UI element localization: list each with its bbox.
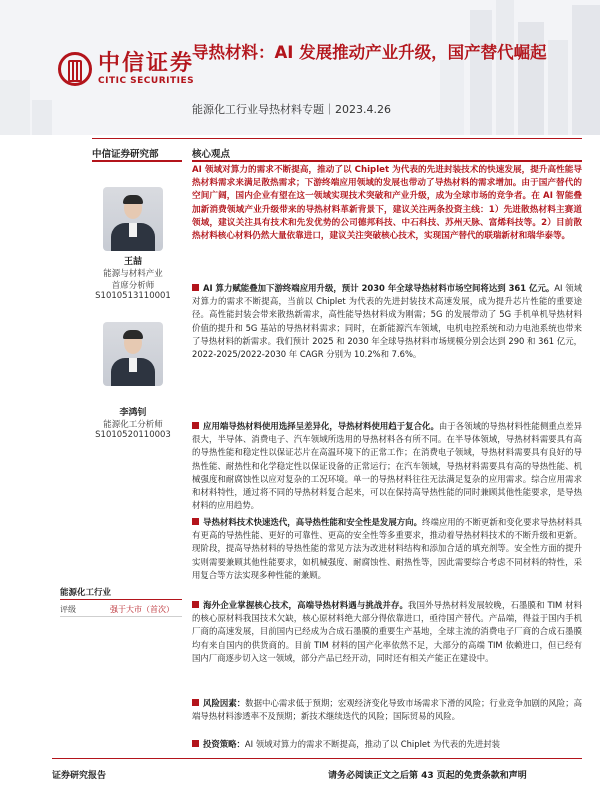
paragraph-4 — [192, 599, 582, 665]
paragraph-text: 我国外导热材料发展较晚，石墨膜和 TIM 材料的核心原材料我国技术欠缺，核心原材料绝大部分得依靠进口，亟待国产替代。产品端，得益于国内手机厂商的高速发展，目前国内已经成为合成石墨膜的重要生产基地，全球主流的消费电子厂商的合成石墨膜均有来自国内的供货商的。目前 TIM 材料的国产化率依然不足，大部分的高端 TIM 依赖进口，但已经有国内厂商逐步切入这一领域，部分产品已经开动，同时还有相关产能正在建设中。 — [192, 600, 583, 663]
paragraph-lead: 导热材料技术快速迭代，高导热性能和安全性是发展方向。 — [203, 517, 423, 527]
report-title: 导热材料：AI 发展推动产业升级，国产替代崛起 — [192, 43, 547, 62]
paragraph-text: AI 领域对算力的需求不断提高，当前以 Chiplet 为代表的先进封装技术高速发展，成为提升芯片性能的重要途径。高性能封装会带来散热新需求，高性能导热材料成为刚需；5G 的发展带动了 5G 手机单机导热材料价值的提升和 5G 基站的导热材料需求；同时，在新能源汽车领域，电机电控系统和动力电池系统也带来了导热材料的新需求。我们预计 2025 和 2030 年全球导热材料市场规模分别会达到 290 和 361 亿元，2022-2025/2022-2030 年 CAGR 分别为 10.2%和 7.6%。 — [192, 283, 582, 360]
paragraph-lead: AI 算力赋能叠加下游终端应用升级，预计 2030 年全球导热材料市场空间将达到 361 亿元。 — [203, 283, 555, 293]
logo-cn-text: 中信证券 — [98, 51, 195, 76]
footer-rule — [52, 758, 582, 759]
bullet-square-icon — [192, 601, 199, 608]
paragraph-text: 数据中心需求低于预期；宏观经济变化导致市场需求下滑的风险；行业竞争加剧的风险；高端导热材料渗透率不及预期；新技术继续迭代的风险；国际贸易的风险。 — [192, 698, 583, 722]
bullet-square-icon — [192, 740, 199, 747]
bullet-square-icon — [192, 518, 199, 525]
paragraph-lead: 海外企业掌握核心技术，高端导热材料遇与挑战并存。 — [203, 600, 409, 610]
analyst-name-2: 李鸿钊 — [119, 408, 147, 418]
analyst-photo-1 — [103, 187, 163, 251]
paragraph-lead: 风险因素： — [203, 698, 246, 708]
core-summary: AI 领域对算力的需求不断提高，推动了以 Chiplet 为代表的先进封装技术的快速发展，提升高性能导热材料需求来满足散热需求；下游终端应用领域的发展也带动了导热材料的需求增加。由于国产替代的空间广阔，国内企业有望在这一领域实现技术突破和产业升级，成为全球市场的竞争者。在 AI 智能叠加新消费领域产业升级带来的导热材料革新背景下，建议关注两条投资主线：1）先进散热材料主赛道领域，建议关注具有技术和先发优势的公司德邦科技、中石科技、苏州天脉、富烯科技等。2）目前散热材料核心材料仍然大量依靠进口，建议关注突破核心技术，实现国产替代的联瑞新材和瑞华泰等。 — [192, 165, 582, 242]
paragraph-6 — [192, 738, 582, 751]
paragraph-3 — [192, 516, 582, 582]
rating-label: 评级 — [60, 605, 76, 614]
industry-label: 能源化工行业 — [60, 588, 112, 598]
citic-logo — [58, 52, 194, 86]
paragraph-2 — [192, 420, 582, 512]
paragraph-text: AI 领域对算力的需求不断提高，推动了以 Chiplet 为代表的先进封装 — [244, 739, 500, 749]
bullet-square-icon — [192, 699, 199, 706]
paragraph-1 — [192, 282, 582, 361]
analyst-role-1a: 能源与材料产业 — [103, 269, 163, 279]
paragraph-lead: 投资策略： — [203, 739, 245, 749]
analyst-role-1b: 首席分析师 — [111, 281, 155, 291]
dept-rule — [92, 160, 182, 162]
bullet-square-icon — [192, 284, 199, 291]
analyst-id-2: S1010520110003 — [95, 430, 171, 440]
analyst-name-1: 王喆 — [123, 257, 142, 267]
paragraph-text: 由于各领域的导热材料性能侧重点差异很大，半导体、消费电子、汽车领域所选用的导热材料各有所不同。在半导体领域，导热材料需要具有高的导热性能和稳定性以保证芯片在高温环境下的正常工作；在消费电子领域，导热材料需要具有良好的导热性能、耐热性和化学稳定性以保证设备的正常运行；在汽车领域，导热材料需要具有高的导热性能、机械强度和耐腐蚀性以应对复杂的工况环境。单一的导热材料往往无法满足复杂的应用需求。综合应用需求和材料特性，通过将不同的导热材料复合起来，可以在保持高导热性能的同时兼顾其他性能要求，是导热材料的应用趋势。 — [192, 421, 583, 511]
analyst-role-2a: 能源化工分析师 — [103, 420, 163, 430]
footer-left: 证券研究报告 — [52, 771, 107, 781]
paragraph-text: 终端应用的不断更新和变化要求导热材料具有更高的导热性能、更好的可靠性、更高的安全性等多重要求，推动着导热材料技术的不断升级和更新。现阶段，提高导热材料的导热性能的常见方法为改进材料结构和添加合适的填充剂等。安全性方面的提升实则需要兼顾其他性能要求，如机械强度、耐腐蚀性、耐热性等，因此需要综合考虑不同材料的特性，采用复合等方法实现多种性能的兼顾。 — [192, 517, 583, 580]
paragraph-lead: 应用端导热材料使用选择呈差异化，导热材料使用趋于复合化。 — [203, 421, 439, 431]
report-subtitle: 能源化工行业导热材料专题｜2023.4.26 — [192, 103, 391, 116]
analyst-id-1: S1010513110001 — [95, 291, 171, 301]
analyst-photo-2 — [103, 322, 163, 386]
dept-name: 中信证券研究部 — [92, 149, 159, 160]
core-title: 核心观点 — [192, 149, 231, 160]
core-rule — [192, 160, 582, 162]
citic-logo-icon — [58, 52, 92, 86]
rating-rule — [60, 616, 182, 617]
logo-en-text: CITIC SECURITIES — [98, 76, 195, 86]
header-rule — [92, 138, 582, 139]
rating-value: 强于大市（首次） — [110, 605, 174, 614]
footer-right: 请务必阅读正文之后第 43 页起的免责条款和声明 — [328, 771, 527, 781]
bullet-square-icon — [192, 422, 199, 429]
paragraph-5 — [192, 697, 582, 723]
industry-rule — [60, 599, 182, 600]
